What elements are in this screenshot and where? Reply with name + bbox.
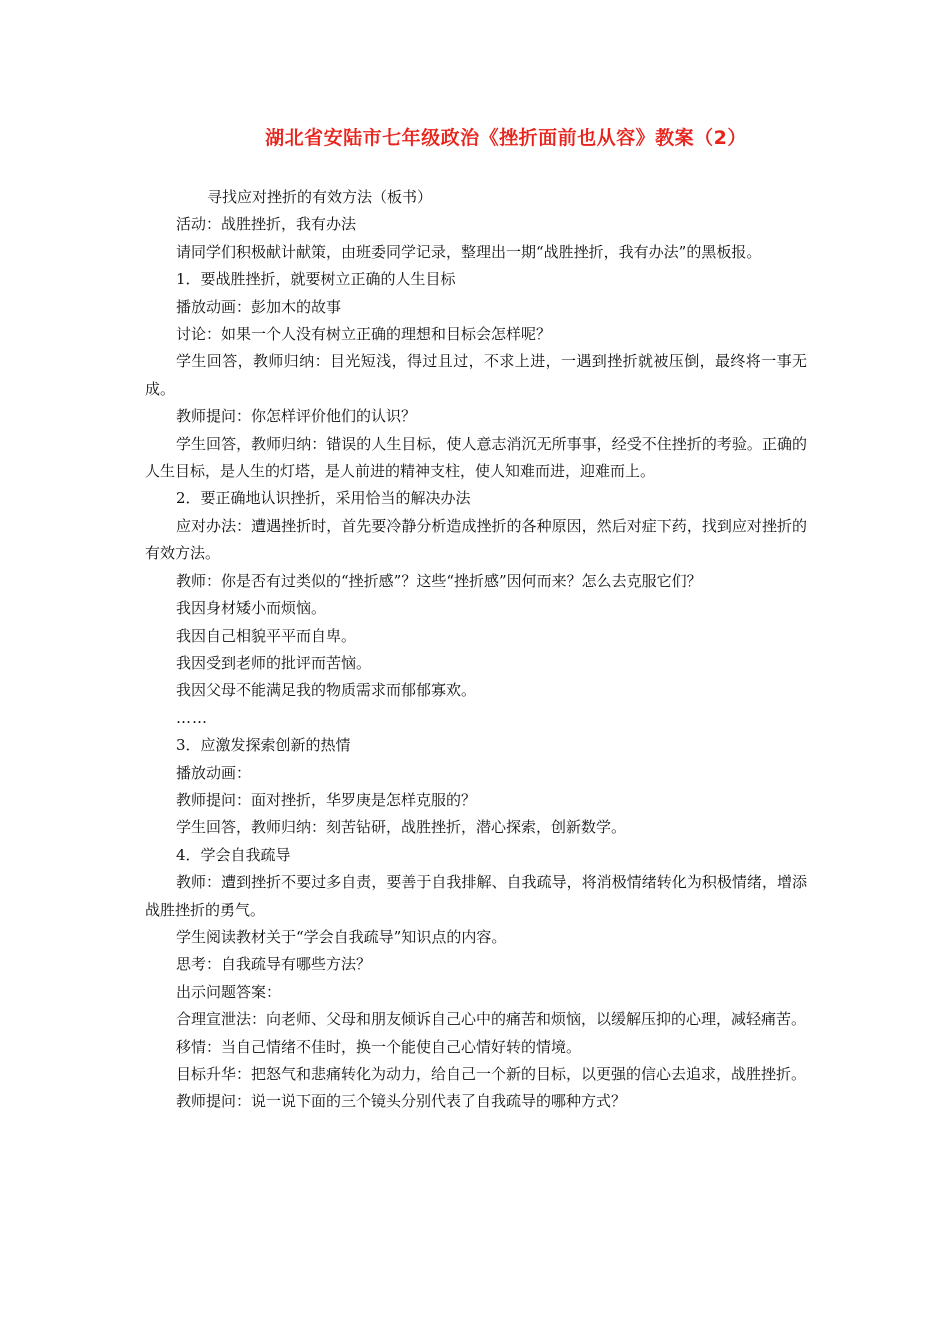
paragraph: 讨论：如果一个人没有树立正确的理想和目标会怎样呢？ — [176, 325, 552, 344]
section-heading: 寻找应对挫折的有效方法（板书） — [207, 188, 433, 206]
paragraph: 移情：当自己情绪不佳时，换一个能使自己心情好转的情境。 — [176, 1037, 582, 1056]
numbered-heading: 4．学会自我疏导 — [176, 845, 291, 864]
paragraph: 合理宣泄法：向老师、父母和朋友倾诉自己心中的痛苦和烦恼，以缓解压抑的心理，减轻痛苦。 — [176, 1010, 807, 1029]
paragraph: 教师：遭到挫折不要过多自责，要善于自我排解、自我疏导，将消极情绪转化为积极情绪，增添战胜挫折的勇气。 — [145, 873, 807, 919]
paragraph: 请同学们积极献计献策，由班委同学记录，整理出一期“战胜挫折，我有办法”的黑板报。 — [176, 242, 762, 261]
paragraph: 我因自己相貌平平而自卑。 — [176, 626, 357, 645]
paragraph: 教师提问：说一说下面的三个镜头分别代表了自我疏导的哪种方式？ — [176, 1092, 627, 1111]
paragraph: 学生阅读教材关于“学会自我疏导”知识点的内容。 — [176, 927, 507, 946]
paragraph: 目标升华：把怒气和悲痛转化为动力，给自己一个新的目标，以更强的信心去追求，战胜挫折。 — [176, 1065, 807, 1083]
paragraph: 应对办法：遭遇挫折时，首先要冷静分析造成挫折的各种原因，然后对症下药，找到应对挫折的有效方法。 — [145, 516, 807, 563]
paragraph: 教师提问：你怎样评价他们的认识？ — [176, 407, 417, 426]
paragraph: 出示问题答案： — [176, 982, 282, 1001]
paragraph: 我因身材矮小而烦恼。 — [176, 599, 327, 618]
document-body — [145, 184, 807, 1116]
paragraph: 学生回答，教师归纳：目光短浅，得过且过，不求上进，一遇到挫折就被压倒，最终将一事无成。 — [145, 352, 807, 398]
paragraph: 播放动画： — [176, 763, 252, 782]
paragraph: 活动：战胜挫折，我有办法 — [176, 215, 357, 234]
paragraph: 播放动画：彭加木的故事 — [176, 297, 342, 316]
paragraph: 教师：你是否有过类似的“挫折感”？这些“挫折感”因何而来？怎么去克服它们？ — [176, 571, 702, 590]
numbered-heading: 2．要正确地认识挫折，采用恰当的解决办法 — [176, 489, 471, 508]
paragraph: 学生回答，教师归纳：错误的人生目标，使人意志消沉无所事事，经受不住挫折的考验。正确的人生目标，是人生的灯塔，是人前进的精神支柱，使人知难而进，迎难而上。 — [145, 434, 807, 481]
numbered-heading: 3．应激发探索创新的热情 — [176, 736, 351, 755]
document-title: 湖北省安陆市七年级政治《挫折面前也从容》教案（2） — [265, 127, 747, 149]
ellipsis: …… — [176, 708, 208, 727]
numbered-heading: 1．要战胜挫折，就要树立正确的人生目标 — [176, 270, 456, 289]
paragraph: 教师提问：面对挫折，华罗庚是怎样克服的？ — [176, 790, 477, 809]
paragraph: 思考：自我疏导有哪些方法？ — [176, 955, 372, 974]
paragraph: 学生回答，教师归纳：刻苦钻研，战胜挫折，潜心探索，创新数学。 — [176, 818, 627, 837]
paragraph: 我因父母不能满足我的物质需求而郁郁寡欢。 — [176, 681, 477, 700]
paragraph: 我因受到老师的批评而苦恼。 — [176, 653, 372, 672]
